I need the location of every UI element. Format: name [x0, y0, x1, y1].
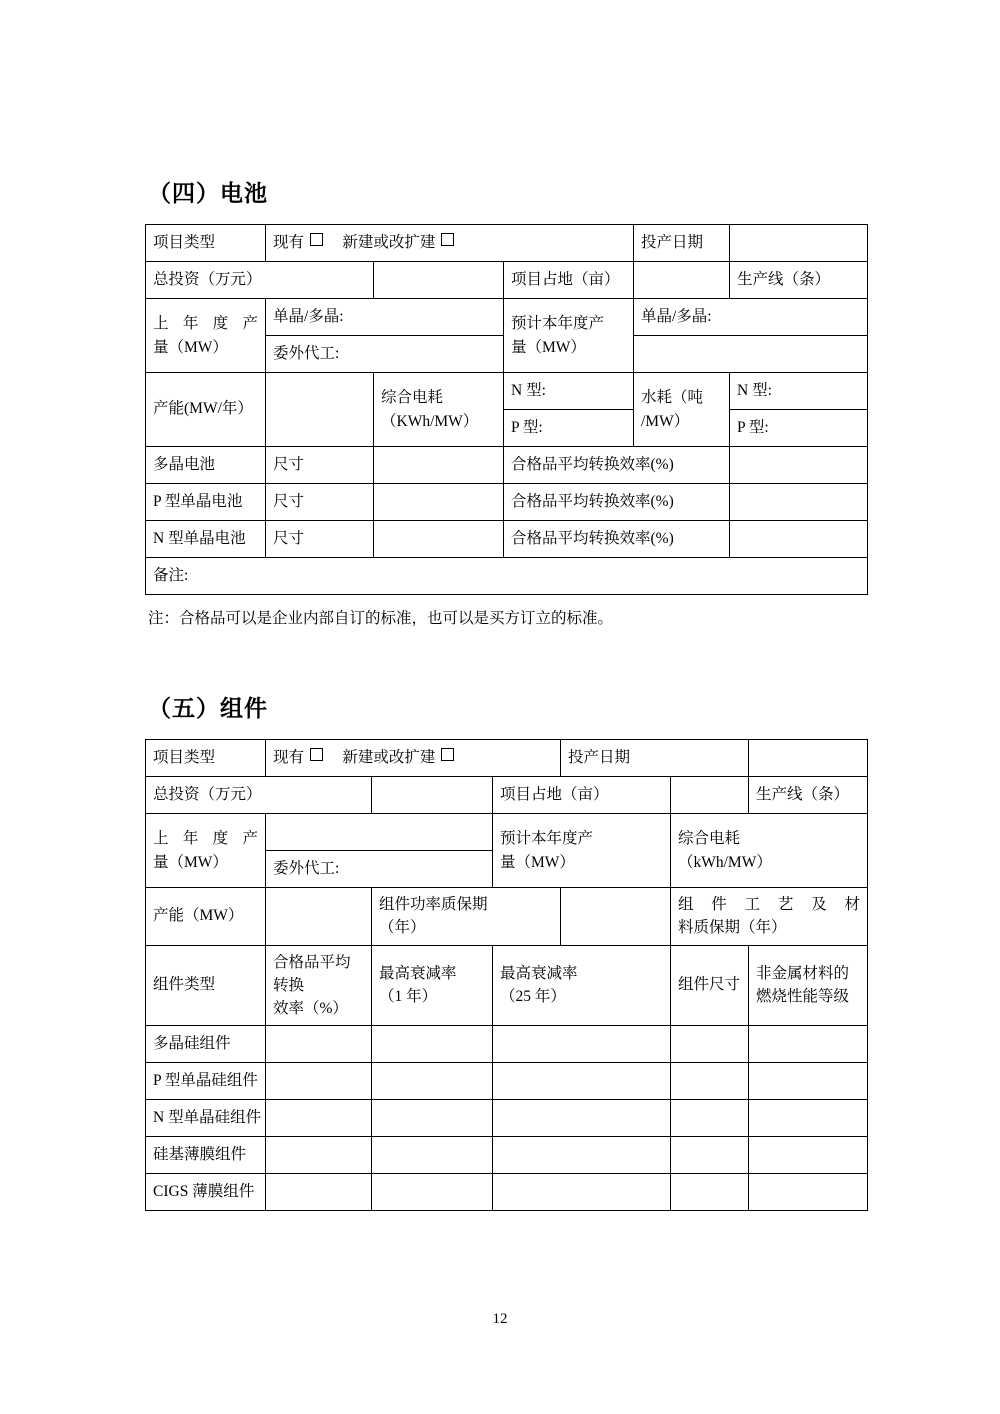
label-this-year-output-line1: 预计本年度产: [511, 315, 605, 333]
label-project-type: 项目类型: [146, 740, 266, 777]
field-production-date[interactable]: [730, 225, 868, 262]
module-size-2[interactable]: [671, 1100, 749, 1137]
module-deg1-2[interactable]: [372, 1100, 493, 1137]
table-row: [146, 888, 868, 946]
cell-remark[interactable]: 备注:: [146, 558, 868, 595]
table-row: [146, 1063, 868, 1100]
label-power-line1: 综合电耗: [678, 830, 741, 848]
cell-eff-field-2[interactable]: [730, 521, 868, 558]
label-this-year-output-line2: 量（MW）: [500, 853, 575, 871]
label-total-investment: 总投资（万元）: [146, 262, 374, 299]
cell-eff-field-0[interactable]: [730, 447, 868, 484]
field-land[interactable]: [671, 777, 749, 814]
col-degradation-1y-line1: 最高衰减率: [379, 965, 457, 983]
label-p-type-2: P 型:: [737, 418, 769, 436]
table-row: [146, 740, 868, 777]
checkbox-new[interactable]: [441, 748, 454, 761]
label-this-year-output: [493, 814, 671, 888]
label-total-investment: 总投资（万元）: [146, 777, 372, 814]
label-land: 项目占地（亩）: [493, 777, 671, 814]
cell-form-table: [145, 224, 868, 595]
col-degradation-25y-line2: （25 年）: [500, 988, 566, 1006]
label-power-line1: 综合电耗: [381, 389, 444, 407]
module-size-3[interactable]: [671, 1137, 749, 1174]
module-fire-4[interactable]: [749, 1174, 868, 1211]
cell-type-0: 多晶电池: [146, 447, 266, 484]
label-production-date: 投产日期: [561, 740, 749, 777]
label-water-line1: 水耗（吨: [641, 389, 704, 407]
cell-size-label-1: 尺寸: [266, 484, 374, 521]
col-efficiency-line2: 效率（%）: [273, 1000, 348, 1017]
label-material-warranty-line1: 组 件 工 艺 及 材: [678, 896, 861, 913]
label-last-year-output: [146, 299, 266, 373]
option-existing-label: 现有: [273, 748, 305, 766]
module-eff-1[interactable]: [266, 1063, 372, 1100]
module-eff-4[interactable]: [266, 1174, 372, 1211]
label-lines: 生产线（条）: [749, 777, 868, 814]
field-total-investment[interactable]: [372, 777, 493, 814]
label-power-warranty: [372, 888, 561, 946]
table-row: [146, 262, 868, 299]
label-mono-multi: 单晶/多晶:: [273, 307, 344, 325]
label-outsourcing: 委外代工:: [273, 859, 340, 877]
table-row: [146, 1026, 868, 1063]
option-new-label: 新建或改扩建: [342, 748, 436, 766]
label-capacity: 产能(MW/年）: [146, 373, 266, 447]
module-deg25-4[interactable]: [493, 1174, 671, 1211]
table-row: [146, 777, 868, 814]
field-last-year-mono-multi[interactable]: [266, 299, 504, 336]
label-last-year-output-line2: 量（MW）: [153, 338, 228, 356]
cell-type-1: P 型单晶电池: [146, 484, 266, 521]
label-p-type: P 型:: [511, 418, 543, 436]
cell-size-label-0: 尺寸: [266, 447, 374, 484]
field-capacity[interactable]: [266, 373, 374, 447]
table-header-row: [146, 945, 868, 1026]
field-power-n-type[interactable]: [504, 373, 634, 410]
label-production-date: 投产日期: [634, 225, 730, 262]
cell-eff-field-1[interactable]: [730, 484, 868, 521]
label-power-line2: （kWh/MW）: [678, 853, 772, 871]
cell-size-label-2: 尺寸: [266, 521, 374, 558]
module-deg25-2[interactable]: [493, 1100, 671, 1137]
module-deg1-4[interactable]: [372, 1174, 493, 1211]
label-material-warranty-line2: 料质保期（年）: [678, 919, 787, 937]
checkbox-existing[interactable]: [310, 233, 323, 246]
section-title-module: （五）组件: [148, 695, 268, 721]
label-n-type-2: N 型:: [737, 381, 772, 399]
module-form-table: [145, 739, 868, 1211]
field-power-p-type[interactable]: [504, 410, 634, 447]
col-module-type: 组件类型: [146, 945, 266, 1026]
label-last-year-output: [146, 814, 266, 888]
table-row: [146, 814, 868, 851]
module-type-3: 硅基薄膜组件: [146, 1137, 266, 1174]
label-last-year-output-line1: 上 年 度 产: [153, 315, 258, 333]
table-row: [146, 225, 868, 262]
label-material-warranty: [671, 888, 868, 946]
cell-eff-label-0: 合格品平均转换效率(%): [504, 447, 730, 484]
checkbox-existing[interactable]: [310, 748, 323, 761]
col-fire-rating-line1: 非金属材料的: [756, 965, 850, 983]
module-fire-1[interactable]: [749, 1063, 868, 1100]
mid-spacer: [140, 628, 860, 690]
page-number: 12: [492, 1311, 508, 1327]
module-deg25-0[interactable]: [493, 1026, 671, 1063]
top-spacer: [140, 0, 860, 175]
project-type-options[interactable]: [266, 225, 634, 262]
label-mono-multi-2: 单晶/多晶:: [641, 307, 712, 325]
table-row: [146, 373, 868, 410]
field-this-year-outsourcing[interactable]: [634, 336, 868, 373]
label-this-year-output: [504, 299, 634, 373]
field-power-warranty[interactable]: [561, 888, 671, 946]
module-size-4[interactable]: [671, 1174, 749, 1211]
col-fire-rating: [749, 945, 868, 1026]
option-new-label: 新建或改扩建: [342, 233, 436, 251]
cell-size-field-2[interactable]: [374, 521, 504, 558]
module-size-0[interactable]: [671, 1026, 749, 1063]
cell-type-2: N 型单晶电池: [146, 521, 266, 558]
table-row: [146, 1174, 868, 1211]
table-row: [146, 1100, 868, 1137]
table-row: [146, 1137, 868, 1174]
label-this-year-output-line1: 预计本年度产: [500, 830, 594, 848]
col-efficiency: [266, 945, 372, 1026]
module-fire-0[interactable]: [749, 1026, 868, 1063]
table-row: [146, 558, 868, 595]
option-existing-label: 现有: [273, 233, 305, 251]
field-capacity[interactable]: [266, 888, 372, 946]
cell-footnote: 注：合格品可以是企业内部自订的标准，也可以是买方订立的标准。: [148, 610, 614, 627]
module-type-1: P 型单晶硅组件: [146, 1063, 266, 1100]
cell-size-field-1[interactable]: [374, 484, 504, 521]
field-last-year-outsourcing[interactable]: [266, 336, 504, 373]
col-degradation-1y-line2: （1 年）: [379, 988, 438, 1006]
label-land: 项目占地（亩）: [504, 262, 634, 299]
label-power-consumption: [671, 814, 868, 888]
field-last-year-output[interactable]: [266, 814, 493, 851]
field-water-n-type[interactable]: [730, 373, 868, 410]
module-type-0: 多晶硅组件: [146, 1026, 266, 1063]
module-eff-0[interactable]: [266, 1026, 372, 1063]
table-row: [146, 299, 868, 336]
col-fire-rating-line2: 燃烧性能等级: [756, 988, 850, 1006]
module-deg25-3[interactable]: [493, 1137, 671, 1174]
table-row: [146, 484, 868, 521]
label-n-type: N 型:: [511, 381, 546, 399]
label-lines: 生产线（条）: [730, 262, 868, 299]
col-degradation-25y-line1: 最高衰减率: [500, 965, 578, 983]
module-size-1[interactable]: [671, 1063, 749, 1100]
table-row: [146, 447, 868, 484]
label-project-type: 项目类型: [146, 225, 266, 262]
module-eff-3[interactable]: [266, 1137, 372, 1174]
module-deg1-3[interactable]: [372, 1137, 493, 1174]
table-row: [146, 521, 868, 558]
label-power-line2: （KWh/MW）: [381, 412, 479, 430]
label-water-consumption: [634, 373, 730, 447]
module-deg1-0[interactable]: [372, 1026, 493, 1063]
label-last-year-output-line1: 上 年 度 产: [153, 830, 258, 848]
checkbox-new[interactable]: [441, 233, 454, 246]
label-power-warranty-line2: （年）: [379, 919, 426, 937]
label-capacity: 产能（MW）: [146, 888, 266, 946]
project-type-options[interactable]: [266, 740, 561, 777]
module-deg1-1[interactable]: [372, 1063, 493, 1100]
module-eff-2[interactable]: [266, 1100, 372, 1137]
label-water-line2: /MW）: [641, 412, 690, 430]
cell-size-field-0[interactable]: [374, 447, 504, 484]
label-last-year-output-line2: 量（MW）: [153, 853, 228, 871]
col-degradation-25y: [493, 945, 671, 1026]
field-outsourcing[interactable]: [266, 851, 493, 888]
module-fire-3[interactable]: [749, 1137, 868, 1174]
field-total-investment[interactable]: [374, 262, 504, 299]
section-title-cell: （四）电池: [148, 180, 268, 206]
module-deg25-1[interactable]: [493, 1063, 671, 1100]
col-efficiency-line1: 合格品平均转换: [273, 953, 351, 994]
field-water-p-type[interactable]: [730, 410, 868, 447]
label-power-consumption: [374, 373, 504, 447]
cell-eff-label-2: 合格品平均转换效率(%): [504, 521, 730, 558]
field-land[interactable]: [634, 262, 730, 299]
label-this-year-output-line2: 量（MW）: [511, 338, 586, 356]
module-type-4: CIGS 薄膜组件: [146, 1174, 266, 1211]
col-module-size: 组件尺寸: [671, 945, 749, 1026]
label-power-warranty-line1: 组件功率质保期: [379, 896, 488, 913]
module-fire-2[interactable]: [749, 1100, 868, 1137]
label-outsourcing: 委外代工:: [273, 344, 340, 362]
col-degradation-1y: [372, 945, 493, 1026]
cell-eff-label-1: 合格品平均转换效率(%): [504, 484, 730, 521]
field-production-date[interactable]: [749, 740, 868, 777]
field-this-year-mono-multi[interactable]: [634, 299, 868, 336]
module-type-2: N 型单晶硅组件: [146, 1100, 266, 1137]
